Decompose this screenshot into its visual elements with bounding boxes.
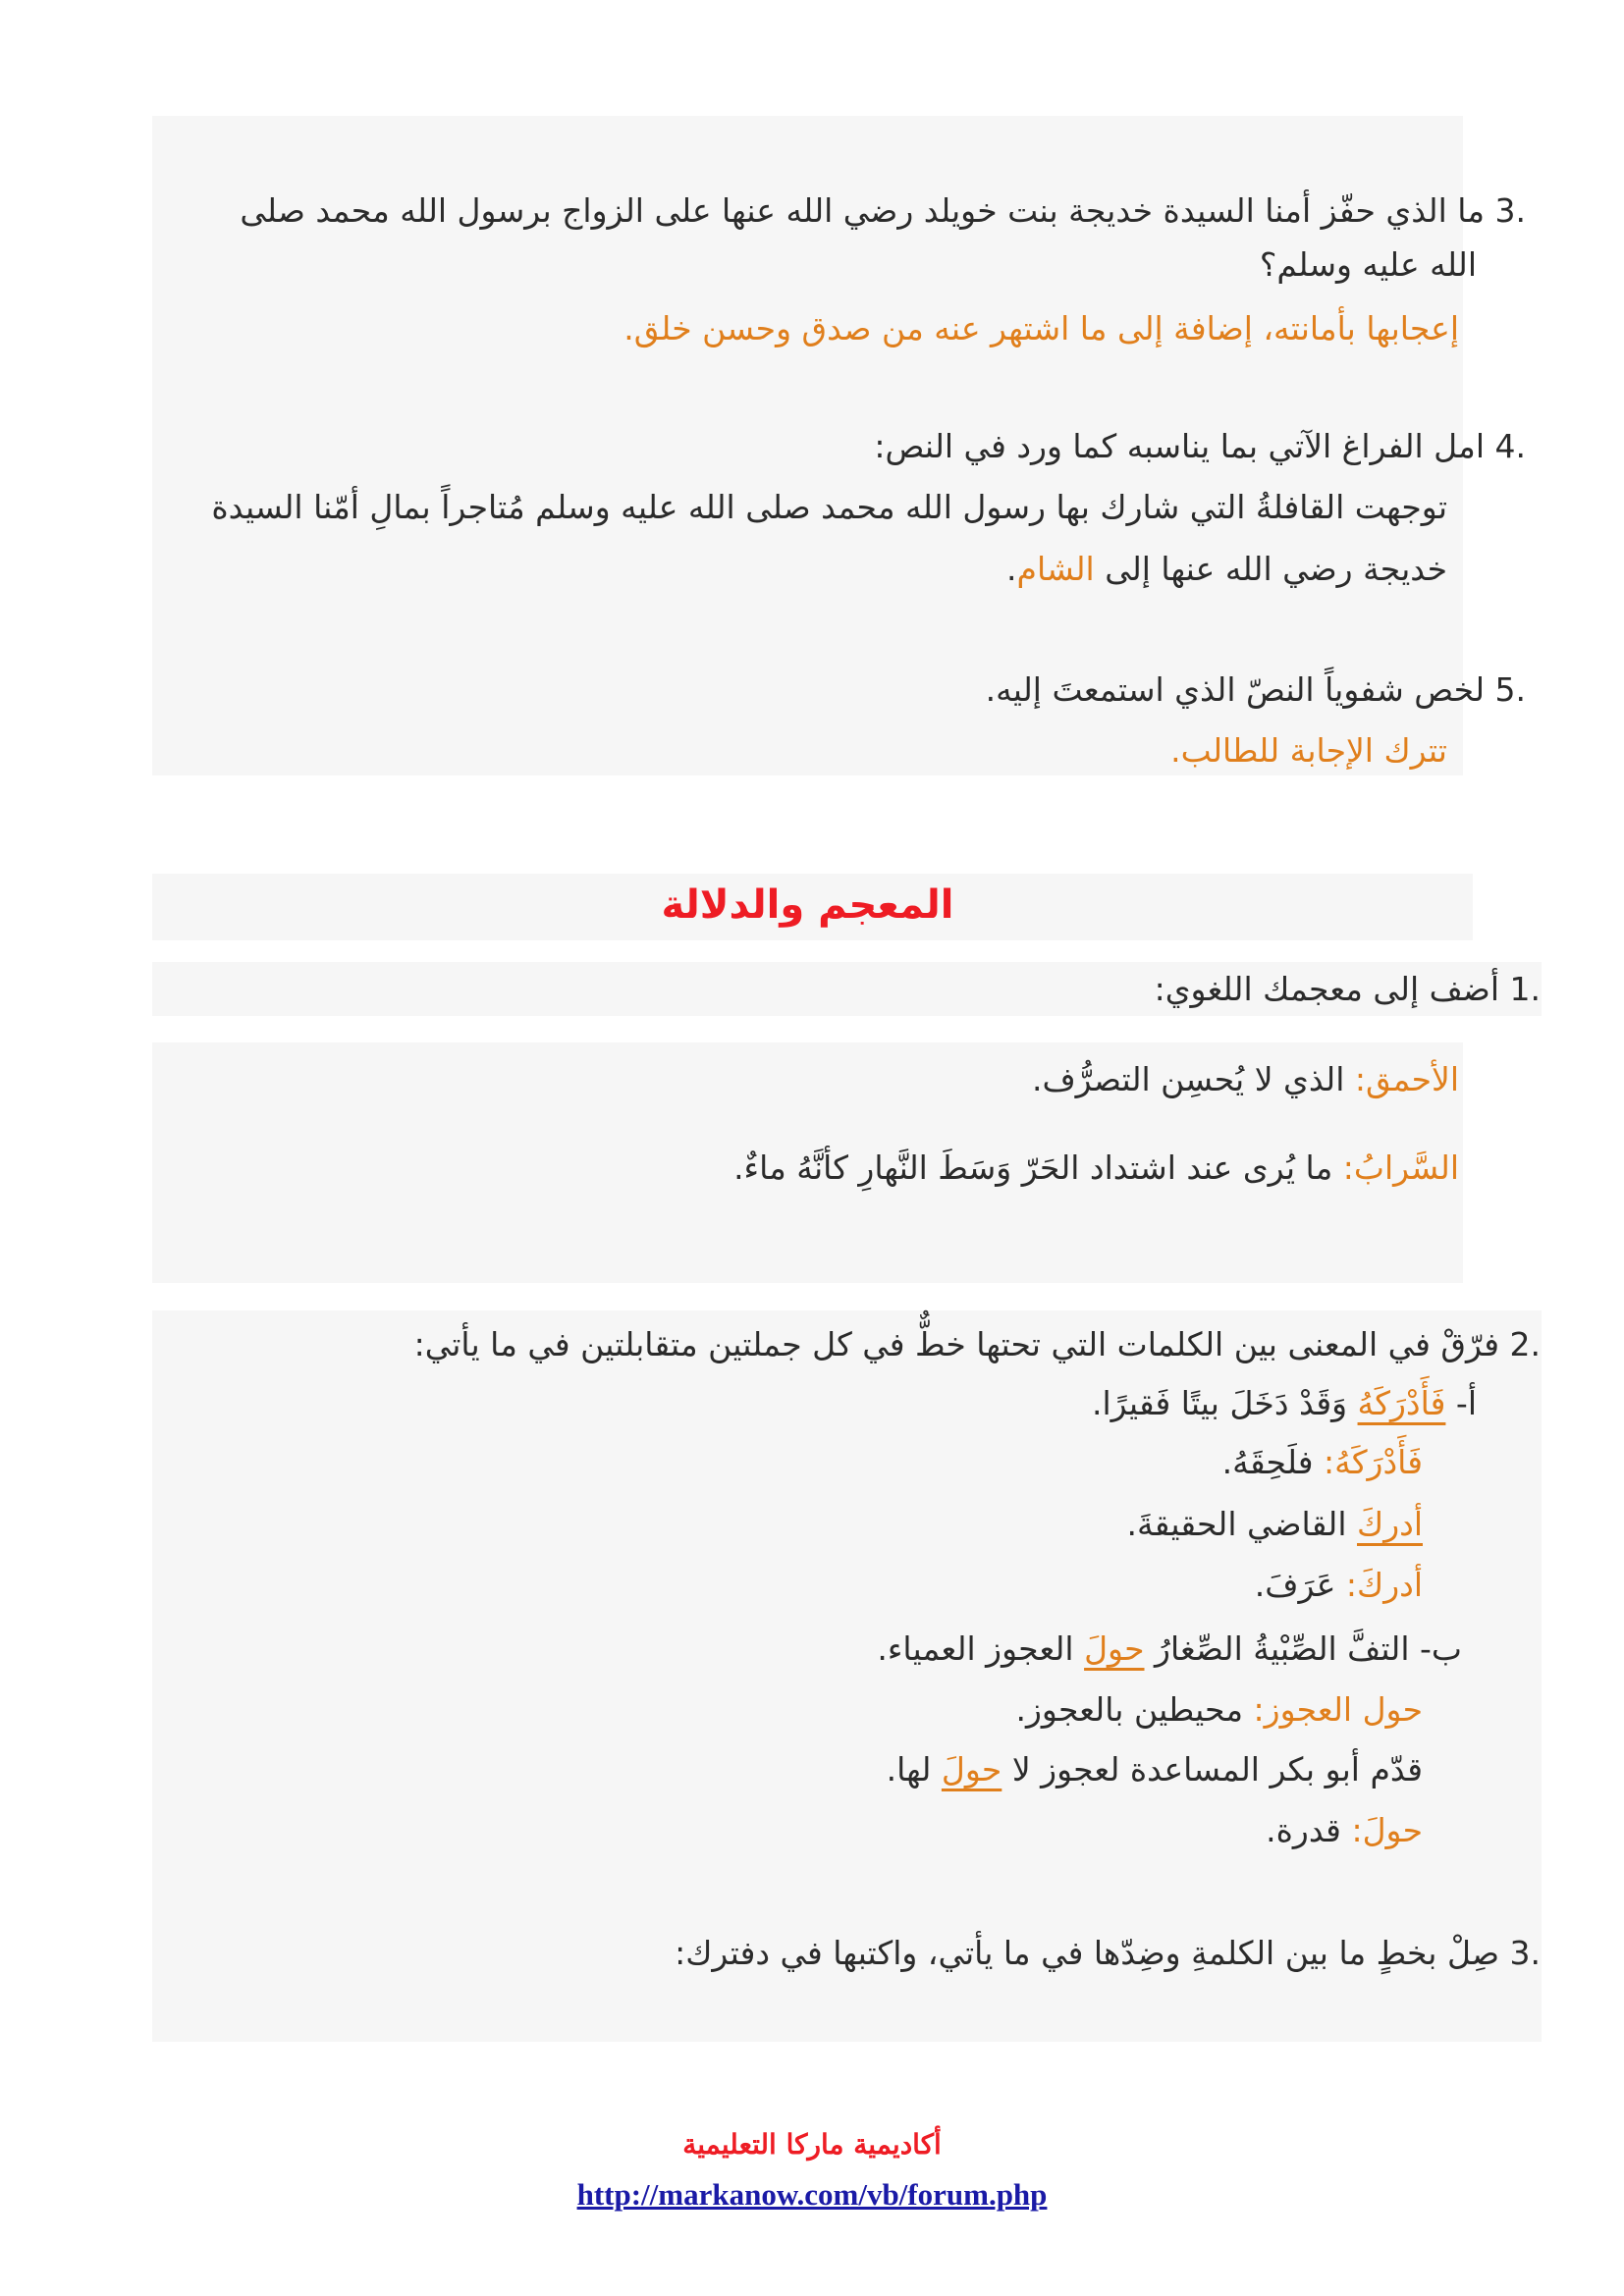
vocab-q1-item-1 [1032, 1055, 1459, 1104]
reading-q4-fill-before: خديجة رضي الله عنها إلى [1094, 550, 1447, 588]
vocab-q2-a-word: فَأَدْرَكَهُ [1357, 1384, 1446, 1422]
reading-q5-answer: تترك الإجابة للطالب. [1170, 731, 1447, 770]
vocab-q2-b2-word: حولَ [941, 1750, 1002, 1789]
vocab-q2-a-meaning-def: فلَحِقَهُ. [1221, 1443, 1325, 1481]
vocab-q1-item-1-def: الذي لا يُحسِن التصرُّف. [1031, 1060, 1355, 1098]
vocab-q1-item-1-term: الأحمق: [1354, 1060, 1459, 1098]
reading-q3-answer: إعجابها بأمانته، إضافة إلى ما اشتهر عنه من صدق وحسن خلق. [623, 309, 1459, 347]
vocab-q1-item-2-term: السَّرابُ: [1342, 1148, 1459, 1187]
vocab-q2-b-label: ب- [1409, 1629, 1462, 1668]
vocab-q2-b-meaning-def: محيطين بالعجوز. [1015, 1690, 1254, 1729]
vocab-q2-b2-meaning-def: قدرة. [1266, 1811, 1352, 1849]
vocab-q2-b-after: العجوز العمياء. [877, 1629, 1085, 1668]
vocab-q2-line [414, 1320, 1541, 1369]
reading-q5-number: 5. [1494, 670, 1526, 709]
footer-link[interactable]: http://markanow.com/vb/forum.php [576, 2177, 1048, 2212]
reading-q3-line2: الله عليه وسلم؟ [1259, 245, 1477, 284]
vocab-q2-a-sentence [1092, 1379, 1477, 1428]
vocab-q2-b2-sentence [887, 1745, 1423, 1794]
vocab-q2-a-meaning [1222, 1438, 1423, 1487]
vocab-q2-prompt: فرّقْ في المعنى بين الكلمات التي تحتها خطٌّ في كل جملتين متقابلتين في ما يأتي: [413, 1325, 1499, 1363]
vocab-q2-a2-meaning [1255, 1561, 1423, 1610]
vocab-q2-a2-sentence [1126, 1500, 1423, 1549]
vocab-q3-line [675, 1929, 1541, 1978]
reading-q4-fill-line1: توجهت القافلةُ التي شارك بها رسول الله محمد صلى الله عليه وسلم مُتاجراً بمالِ أمّنا السيدة [211, 488, 1447, 526]
vocab-q2-a2-rest: القاضي الحقيقةَ. [1126, 1505, 1357, 1543]
reading-q3-text-line1: ما الذي حفّز أمنا السيدة خديجة بنت خويلد رضي الله عنها على الزواج برسول الله محمد صلى [240, 191, 1485, 230]
reading-q4-fill-end: . [1006, 550, 1017, 588]
vocab-q2-b2-meaning-term: حولَ: [1351, 1811, 1423, 1849]
reading-q4-fill-line2 [1006, 545, 1447, 594]
reading-q4-prompt: امل الفراغ الآتي بما يناسبه كما ورد في النص: [874, 427, 1485, 465]
reading-q4-number: 4. [1494, 427, 1526, 465]
vocab-q3-number: 3. [1509, 1934, 1541, 1972]
vocab-q2-b-before: التفَّ الصِّبْيةُ الصِّغارُ [1144, 1629, 1410, 1668]
vocab-q1-line [1155, 965, 1541, 1014]
vocab-q1-prompt: أضف إلى معجمك اللغوي: [1154, 970, 1499, 1008]
reading-q3-line1 [240, 187, 1526, 236]
reading-q4-fill-answer: الشام [1016, 550, 1095, 588]
vocab-q2-a2-meaning-def: عَرَفَ. [1254, 1566, 1346, 1604]
vocab-q2-b-meaning-term: حول العجوز: [1253, 1690, 1423, 1729]
reading-q5-prompt: لخص شفوياً النصّ الذي استمعتَ إليه. [985, 670, 1485, 709]
vocab-q2-b2-meaning [1266, 1806, 1423, 1855]
vocab-q1-item-2-def: ما يُرى عند اشتداد الحَرّ وَسَطَ النَّهارِ كأنَّهُ ماءٌ. [733, 1148, 1343, 1187]
reading-q4-line [874, 422, 1526, 471]
vocab-q2-a2-word: أدركَ [1357, 1505, 1423, 1543]
vocab-q2-a-rest: وَقَدْ دَخَلَ بيتًا فَقيرًا. [1092, 1384, 1358, 1422]
vocab-q2-number: 2. [1509, 1325, 1541, 1363]
vocab-q2-a-meaning-term: فَأَدْرَكَهُ: [1324, 1443, 1423, 1481]
footer-title: أكاديمية ماركا التعليمية [682, 2128, 942, 2161]
vocab-q2-a2-meaning-term: أدركَ: [1345, 1566, 1423, 1604]
vocab-q2-b-sentence [877, 1625, 1462, 1674]
vocab-q1-number: 1. [1509, 970, 1541, 1008]
section-heading: المعجم والدلالة [661, 882, 954, 928]
vocab-q2-a-label: أ- [1445, 1384, 1477, 1422]
vocab-q2-b2-before: قدّم أبو بكر المساعدة لعجوز لا [1001, 1750, 1423, 1789]
reading-q5-line [986, 666, 1526, 715]
vocab-q2-b-meaning [1015, 1685, 1423, 1735]
vocab-q1-item-2 [733, 1144, 1459, 1193]
vocab-q2-b-word: حولَ [1084, 1629, 1145, 1668]
reading-q3-number: 3. [1494, 191, 1526, 230]
vocab-q3-prompt: صِلْ بخطٍ ما بين الكلمةِ وضِدّها في ما يأتي، واكتبها في دفترك: [675, 1934, 1499, 1972]
vocab-q2-b2-after: لها. [886, 1750, 942, 1789]
